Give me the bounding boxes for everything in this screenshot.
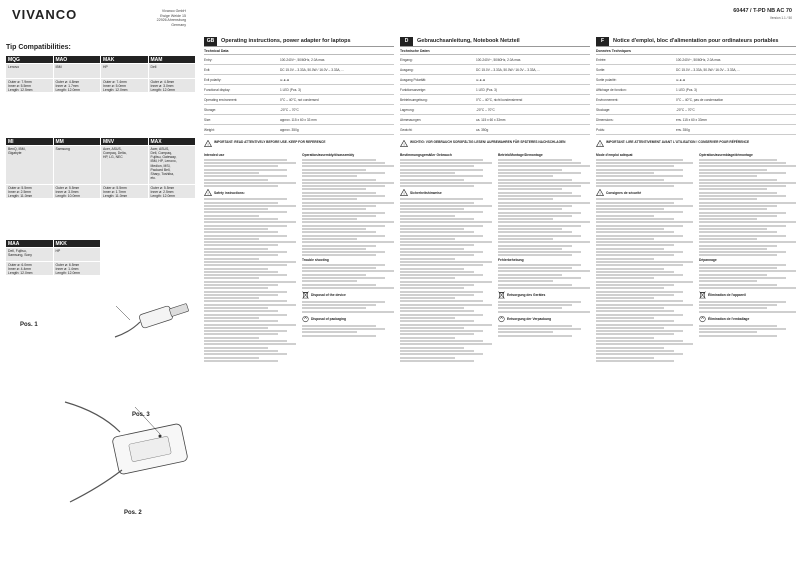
tip-brands: BenQ, IBM, Gigabyte <box>6 146 53 184</box>
tip-brands: Lenovo <box>6 64 53 78</box>
disposal-device-heading: Élimination de l'appareil <box>708 292 746 297</box>
troubleshooting-heading: Fehlerbehebung <box>498 258 524 263</box>
pos3-label: Pos. 3 <box>132 412 150 418</box>
compat-table-1 <box>6 56 196 92</box>
spec-value: DC 15.0V – 3.33A, 50.0W / 16.0V – 3.33A, ... <box>280 67 344 72</box>
spec-key: Abmessungen: <box>400 117 422 122</box>
crossed-bin-icon <box>498 291 505 299</box>
svg-text:!: ! <box>403 142 405 148</box>
spec-value: approx. 115 x 60 x 33 mm <box>280 117 317 122</box>
spec-value: ⊖-●-⊕ <box>476 77 486 82</box>
spec-value: -20°C – 70°C <box>676 107 695 112</box>
spec-value: ca. 115 x 60 x 33mm <box>476 117 506 122</box>
crossed-bin-icon <box>302 291 309 299</box>
compatibility-title: Tip Compatibilities: <box>6 44 71 51</box>
tip-header: MAA <box>6 240 53 247</box>
spec-value: env. 115 x 60 x 33mm <box>676 117 707 122</box>
spec-key: Size: <box>204 117 212 122</box>
tip-header: MKK <box>54 240 101 247</box>
spec-key: Gewicht: <box>400 127 413 132</box>
spec-key: Poids: <box>596 127 605 132</box>
tip-dimensions: Outer ø: 6.5mm Inner ø: 1.4mm Length: 12.0mm <box>54 262 101 275</box>
tip-dimensions: Outer ø: 5.5mm Inner ø: 2.5mm Length: 11.0mm <box>6 185 53 198</box>
safety-heading: Sicherheitshinweise <box>410 191 442 196</box>
important-notice: IMPORTANT: READ ATTENTIVELY BEFORE USE. KEEP FOR REFERENCE <box>214 140 326 145</box>
disposal-packaging-heading: Élimination de l'emballage <box>708 316 750 321</box>
pos1-label: Pos. 1 <box>20 322 38 328</box>
spec-key: Environnement: <box>596 97 619 102</box>
product-version: Version 1.1 / 50 <box>769 16 792 20</box>
spec-key: Storage: <box>204 107 217 112</box>
svg-text:!: ! <box>403 190 405 196</box>
spec-value: 100-240V~, 50/60Hz, 2.0A max. <box>280 57 326 62</box>
spec-key: Lagerung: <box>400 107 415 112</box>
spec-key: Affichage de fonction: <box>596 87 627 92</box>
warning-icon <box>204 189 212 196</box>
svg-text:!: ! <box>599 190 601 196</box>
recycle-icon <box>498 315 505 323</box>
section-f <box>596 36 796 556</box>
recycle-icon <box>699 315 706 323</box>
intended-use-heading: Mode d'emploi adéquat <box>596 153 633 158</box>
lang-badge: F <box>596 37 609 46</box>
spec-key: Entrée: <box>596 57 607 62</box>
spec-value: -20°C – 70°C <box>280 107 299 112</box>
svg-text:!: ! <box>599 142 601 148</box>
spec-key: Ausgang Polarität: <box>400 77 427 82</box>
section-gb <box>204 36 394 556</box>
company-name: Vivanco GmbH <box>161 9 186 13</box>
compat-table-3 <box>6 240 101 275</box>
spec-value: 1 LED (Pos. 3) <box>476 87 497 92</box>
spec-value: 1 LED (Pos. 3) <box>676 87 697 92</box>
tip-brands: Dell, Fujitsu, Samsung, Sony <box>6 248 53 261</box>
section-title: Gebrauchsanleitung, Notebook Netzteil <box>417 37 520 44</box>
lang-badge: D <box>400 37 413 46</box>
spec-value: ⊖-●-⊕ <box>676 77 686 82</box>
tip-dimensions: Outer ø: 7.9mm Inner ø: 5.5mm Length: 12.5mm <box>6 79 53 92</box>
crossed-bin-icon <box>699 291 706 299</box>
spec-key: Ausgang: <box>400 67 414 72</box>
spec-key: Sortie polarité: <box>596 77 617 82</box>
adapter-illustration <box>60 392 200 512</box>
spec-key: Sortie: <box>596 67 606 72</box>
spec-key: Weight: <box>204 127 215 132</box>
svg-text:!: ! <box>207 142 209 148</box>
pos2-label: Pos. 2 <box>124 510 142 516</box>
company-country: Germany <box>171 23 186 28</box>
tip-dimensions: Outer ø: 5.5mm Inner ø: 2.5mm Length: 12.0mm <box>149 185 196 198</box>
warning-icon <box>400 140 408 147</box>
tip-header: MI <box>6 138 53 145</box>
tip-dimensions: Outer ø: 5.5mm Inner ø: 1.7mm Length: 11.0mm <box>101 185 148 198</box>
company-address <box>106 9 186 28</box>
safety-heading: Consignes de sécurité <box>606 191 642 196</box>
tip-brands: Acer, ASUS, Compaq, Delta, HP, LG, NEC <box>101 146 148 184</box>
spec-title: Technische Daten <box>400 49 590 55</box>
operation-heading: Betrieb/Montage/Demontage <box>498 153 543 158</box>
tip-brands: IBM <box>54 64 101 78</box>
important-notice: WICHTIG: VOR GEBRAUCH SORGFÄLTIG LESEN! AUFBEWAHREN FÜR SPÄTERES NACHSCHLAGEN <box>410 140 566 145</box>
spec-value: 100-240V~, 50/60Hz, 2.0A max. <box>676 57 722 62</box>
spec-title: Données Techniques <box>596 49 796 55</box>
spec-key: Stockage: <box>596 107 611 112</box>
intended-use-heading: Intended use <box>204 153 225 158</box>
spec-value: 0°C – 40°C, pas de condensation <box>676 97 724 102</box>
tip-header: MNV <box>101 138 148 145</box>
tip-header: MAX <box>149 138 196 145</box>
recycle-icon <box>302 315 309 323</box>
tip-brands: HP <box>54 248 101 261</box>
tip-brands: HP <box>101 64 148 78</box>
spec-value: ⊖-●-⊕ <box>280 77 290 82</box>
spec-key: Funktionsanzeige: <box>400 87 426 92</box>
tip-header: MAO <box>54 56 101 63</box>
troubleshooting-heading: Trouble shooting <box>302 258 329 263</box>
section-title: Operating instructions, power adapter for laptops <box>221 37 351 44</box>
section-title: Notice d'emploi, bloc d'alimentation pour ordinateurs portables <box>613 37 779 44</box>
plug-illustration-pos1 <box>110 292 200 352</box>
operation-heading: Opération/assemblage/démontage <box>699 153 753 158</box>
spec-key: Functional display: <box>204 87 231 92</box>
spec-value: DC 15.0V – 3.33A, 50.0W / 16.0V – 3.33A, ... <box>676 67 740 72</box>
tip-dimensions: Outer ø: 4.5mm Inner ø: 3.0mm Length: 12.0mm <box>149 79 196 92</box>
spec-key: Exit: <box>204 67 211 72</box>
disposal-packaging-heading: Entsorgung der Verpackung <box>507 316 552 321</box>
product-code: 60447 / T-PD NB AC 70 <box>733 8 792 14</box>
tip-header: MAK <box>101 56 148 63</box>
company-city: 22926 Ahrensburg <box>156 18 186 23</box>
tip-dimensions: Outer ø: 5.5mm Inner ø: 3.0mm Length: 10.0mm <box>54 185 101 198</box>
warning-icon <box>596 189 604 196</box>
company-street: Ewige Weide 15 <box>160 13 186 18</box>
spec-key: Entry: <box>204 57 213 62</box>
tip-header: MQG <box>6 56 53 63</box>
operation-heading: Operation/assembly/disassembly <box>302 153 355 158</box>
spec-value: DC 15.0V – 3.33A, 50.0W / 16.0V – 3.33A, ... <box>476 67 540 72</box>
tip-header: MM <box>54 138 101 145</box>
svg-text:!: ! <box>207 190 209 196</box>
disposal-packaging-heading: Disposal of packaging <box>311 316 346 321</box>
tip-header: MAM <box>149 56 196 63</box>
spec-key: Operating environment: <box>204 97 238 102</box>
brand-logo: VIVANCO <box>12 7 78 22</box>
troubleshooting-heading: Dépannage <box>699 258 717 263</box>
disposal-device-heading: Entsorgung des Gerätes <box>507 292 546 297</box>
spec-value: approx. 350g <box>280 127 299 132</box>
spec-key: Exit polarity: <box>204 77 222 82</box>
spec-title: Technical Data <box>204 49 394 55</box>
disposal-device-heading: Disposal of the device <box>311 292 346 297</box>
spec-key: Betriebsumgebung: <box>400 97 428 102</box>
spec-value: 100-240V~, 50/60Hz, 2.0A max. <box>476 57 522 62</box>
tip-brands: Samsung <box>54 146 101 184</box>
tip-dimensions: Outer ø: 7.4mm Inner ø: 5.0mm Length: 12.0mm <box>101 79 148 92</box>
lang-badge: GB <box>204 37 217 46</box>
tip-brands: Dell <box>149 64 196 78</box>
intended-use-heading: Bestimmungsgemäßer Gebrauch <box>400 153 452 158</box>
section-d <box>400 36 590 556</box>
spec-key: Eingang: <box>400 57 413 62</box>
spec-value: ca. 350g <box>476 127 489 132</box>
tip-brands: Acer, ASUS, Dell, Compaq, Fujitsu, Gateway, IBM, HP, Lenovo, Medion, MSI, Packard Bell, Sharp, Toshiba, etc. <box>149 146 196 184</box>
spec-value: 0°C – 40°C, not condensed <box>280 97 319 102</box>
important-notice: IMPORTANT: LIRE ATTENTIVEMENT AVANT L'UTILISATION ! CONSERVER POUR RÉFÉRENCE <box>606 140 750 145</box>
spec-value: 0°C – 40°C, nicht kondensierend <box>476 97 523 102</box>
tip-dimensions: Outer ø: 6.0mm Inner ø: 4.4mm Length: 12.0mm <box>6 262 53 275</box>
warning-icon <box>596 140 604 147</box>
warning-icon <box>400 189 408 196</box>
warning-icon <box>204 140 212 147</box>
spec-value: env. 350g <box>676 127 690 132</box>
spec-key: Dimensions: <box>596 117 614 122</box>
spec-value: -20°C – 70°C <box>476 107 495 112</box>
tip-dimensions: Outer ø: 4.8mm Inner ø: 1.7mm Length: 12.0mm <box>54 79 101 92</box>
spec-value: 1 LED (Pos. 3) <box>280 87 301 92</box>
compat-table-2 <box>6 138 196 198</box>
safety-heading: Safety instructions: <box>214 191 245 196</box>
